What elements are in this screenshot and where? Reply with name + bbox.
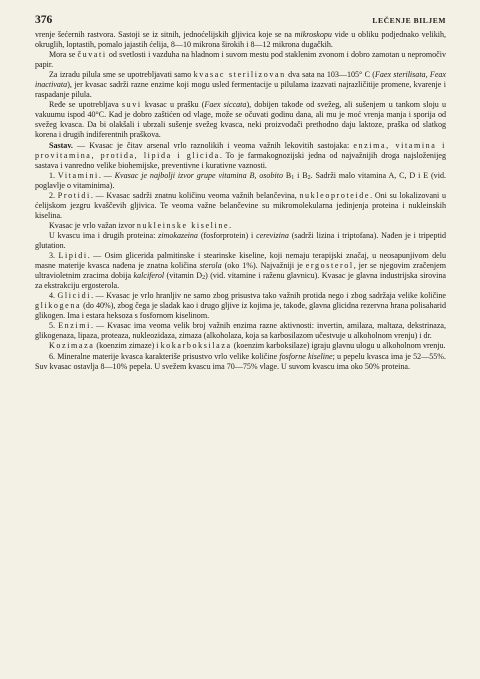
paragraph-storage: Mora se čuvati od svetlosti i vazduha na hladnom i suvom mestu pod staklenim zvonom i dobro zamotan u nepromočiv papir. bbox=[35, 50, 447, 70]
paragraph-sterilized: Za izradu pilula sme se upotrebljavati samo kvasac sterilizovan dva sata na 103—105° C (Faex sterilisata, Feax inactivata), jer kvasac sadrži razne enzime koji mogu usled fermentacije u pilulama izazvati najrazličitije promene, kvarenje i raspadanje pilula. bbox=[35, 70, 447, 100]
paragraph-coenzymes: Kozimaza (koenzim zimaze) i kokarboksilaza (koenzim karboksilaze) igraju glavnu ulogu u alkoholnom vrenju. bbox=[49, 341, 446, 351]
paragraph-other-proteins: U kvascu ima i drugih proteina: zimokazeina (fosforprotein) i cerevizina (sadrži lizina i triptofana). Nađen je i tripeptid glutation. bbox=[35, 230, 446, 250]
paragraph-glycids: 4. Glicidi. — Kvasac je vrlo hranljiv ne samo zbog prisustva tako važnih protida nego i zbog sadržaja velike količine glikogena (do 40%), zbog čega je sladak kao i drugo gljive iz kojima je, takođe, glavna glicidna rezervna hrana polisaharid glikogen. Ima i estara heksoza s fosfornom kiselinom. bbox=[35, 291, 446, 321]
body-text bbox=[35, 30, 446, 372]
page-number: 376 bbox=[35, 14, 53, 26]
paragraph-dry-yeast: Ređe se upotrebljava suvi kvasac u prašku (Faex siccata), dobijen takođe od svežeg, ali sušenjem u tankom sloju u vakuumu ispod 40°C. Kad je dobro zaštićen od vlage, može se očuvati godinu dana, ali mu je moć vrenja manja i sporija od svežeg kvasca. Da bi olakšali i ubrzali sušenje svežeg kvasca, neki proizvođači prethodno daju laktoze, praška od slatkog korena i drugih indiferentnih praškova. bbox=[35, 100, 446, 140]
paragraph-lipids: 3. Lipidi. — Osim glicerida palmitinske i stearinske kiseline, koji nemaju terapijski značaj, u neosapunjivom delu masne materije kvasca nađena je znatna količina sterola (oko 1%). Najvažniji je ergosterol, jer se njegovim zračenjem ultravioletnim zracima dobija kalciferol (vitamin $D_2$) (vid. vitamine i raženu glavnicu). Kvasac je glavna industrijska sirovina za ekstrakciju ergosterola. bbox=[35, 251, 447, 291]
paragraph-intro: vrenje šećernih rastvora. Sastoji se iz sitnih, jednoćelijskih gljivica koje se na mikroskopu vide u obliku podjednako velikih, okruglih, loptastih, pomalo jajastih ćelija, 8—10 mikrona širokih i 8—12 mikrona dugačkih. bbox=[35, 30, 447, 50]
paragraph-composition: Sastav. — Kvasac je čitav arsenal vrlo raznolikih i veoma važnih lekovitih sastojaka: enzima, vitamina i provitamina, protida, lipida i glicida. To je farmakognozijski jedna od najvažnijih droga najsloženijeg sastava i vanredno velike biohemijske, preventivne i kurativne vaznosti. bbox=[35, 140, 446, 170]
paragraph-vitamins: 1. Vitamini. — Kvasac je najbolji izvor grupe vitamina B, osobito $B_1$ i $B_2$. Sadrži malo vitamina A, C, D i E (vid. poglavlje o vitaminima). bbox=[35, 170, 446, 190]
page-header bbox=[35, 14, 446, 26]
running-head: LEČENJE BILJEM bbox=[372, 16, 446, 25]
paragraph-minerals: 6. Mineralne materije kvasca karakteriše prisustvo vrlo velike količine fosforne kiseline; u pepelu kvasca ima je 52—55%. Suv kvasac ostavlja 8—10% pepela. U svežem kvascu ima 70—75% vlage. U suvom kvascu ima oko 50% proteina. bbox=[35, 351, 447, 371]
paragraph-nucleic-acid: Kvasac je vrlo važan izvor nukleinske kiseline. bbox=[49, 220, 232, 230]
paragraph-protids: 2. Protidi. — Kvasac sadrži znatnu količinu veoma važnih belančevina, nukleoproteide. Oni su lokalizovani u ćelijskom jezgru kvaščevih gljivica. Te veoma važne belančevine su mikromolekularna jedinjenja proteina i nukleinskih kiselina. bbox=[35, 190, 447, 220]
paragraph-enzymes: 5. Enzimi. — Kvasac ima veoma velik broj važnih enzima razne aktivnosti: invertin, amilaza, maltaza, dekstrinaza, glikogenaza, lipaza, proteaza, nukleozidaza, zimaza (alkoholaza, koja sa karbosilazom učestvuje u alkoholnom vrenju) i dr. bbox=[35, 321, 447, 341]
